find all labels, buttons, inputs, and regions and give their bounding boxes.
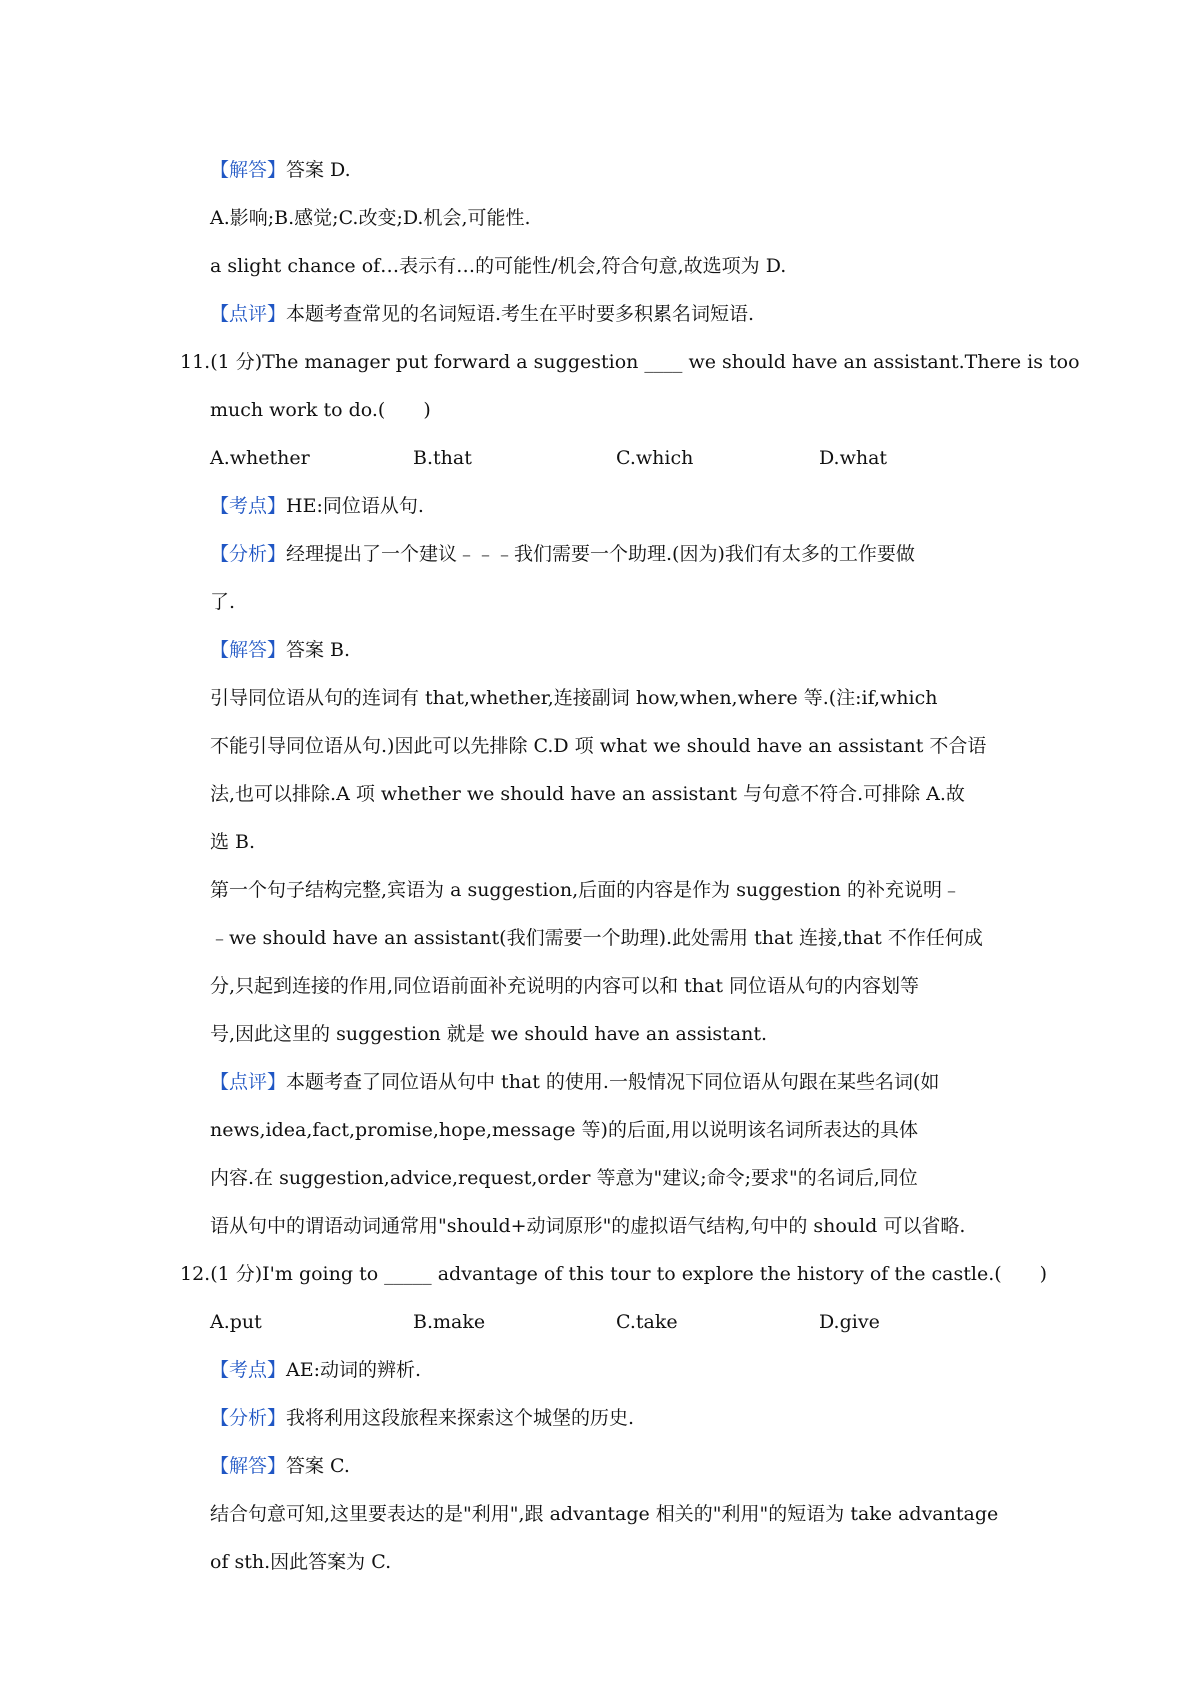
- q11-expl2-line3: 分,只起到连接的作用,同位语前面补充说明的内容可以和 that 同位语从句的内容划等: [210, 975, 919, 997]
- answer-text: 答案 C.: [286, 1455, 350, 1477]
- option-b: B.that: [413, 447, 472, 469]
- q11-expl2-line2: ﹣we should have an assistant(我们需要一个助理).此处需用 that 连接,that 不作任何成: [210, 927, 983, 949]
- q11-stem-line2: much work to do.( ): [210, 399, 431, 421]
- q11-answer: [210, 636, 1022, 664]
- option-c: C.which: [616, 447, 694, 469]
- analysis-tag: 【分析】: [210, 543, 287, 565]
- q11-comment-line2: news,idea,fact,promise,hope,message 等)的后面,用以说明该名词所表达的具体: [210, 1119, 918, 1141]
- point-tag: 【考点】: [210, 1359, 287, 1381]
- q12-analysis: [210, 1404, 1022, 1432]
- point-text: HE:同位语从句.: [286, 495, 424, 517]
- answer-text: 答案 D.: [286, 159, 351, 181]
- analysis-text: 经理提出了一个建议﹣﹣﹣我们需要一个助理.(因为)我们有太多的工作要做: [286, 543, 915, 565]
- q11-expl1-line1: 引导同位语从句的连词有 that,whether,连接副词 how,when,where 等.(注:if,which: [210, 687, 938, 709]
- option-d: D.give: [819, 1311, 880, 1333]
- comment-text: 本题考查了同位语从句中 that 的使用.一般情况下同位语从句跟在某些名词(如: [286, 1071, 940, 1093]
- option-a: A.put: [210, 1311, 262, 1333]
- q10-explanation: a slight chance of…表示有…的可能性/机会,符合句意,故选项为 D.: [210, 255, 787, 277]
- q11-point: [210, 492, 1022, 520]
- q11-expl1-line3: 法,也可以排除.A 项 whether we should have an assistant 与句意不符合.可排除 A.故: [210, 783, 965, 805]
- q11-comment-line4: 语从句中的谓语动词通常用"should+动词原形"的虚拟语气结构,句中的 should 可以省略.: [210, 1215, 966, 1237]
- q11-expl1-line4: 选 B.: [210, 831, 256, 853]
- q12-expl-line2: of sth.因此答案为 C.: [210, 1551, 392, 1573]
- q11-comment: [210, 1068, 1022, 1096]
- answer-text: 答案 B.: [286, 639, 351, 661]
- analysis-tag: 【分析】: [210, 1407, 287, 1429]
- q12-stem: 12.(1 分)I'm going to _____ advantage of this tour to explore the history of the castle.( ): [180, 1263, 1048, 1285]
- option-b: B.make: [413, 1311, 486, 1333]
- q11-expl2-line4: 号,因此这里的 suggestion 就是 we should have an assistant.: [210, 1023, 768, 1045]
- option-c: C.take: [616, 1311, 678, 1333]
- answer-tag: 【解答】: [210, 639, 287, 661]
- q11-expl1-line2: 不能引导同位语从句.)因此可以先排除 C.D 项 what we should have an assistant 不合语: [210, 735, 987, 757]
- q12-expl-line1: 结合句意可知,这里要表达的是"利用",跟 advantage 相关的"利用"的短语为 take advantage: [210, 1503, 999, 1525]
- q10-comment: [210, 300, 1022, 328]
- answer-tag: 【解答】: [210, 159, 287, 181]
- option-a: A.whether: [210, 447, 310, 469]
- q11-comment-line3: 内容.在 suggestion,advice,request,order 等意为"建议;命令;要求"的名词后,同位: [210, 1167, 918, 1189]
- q11-options: [210, 444, 1022, 472]
- q11-analysis: [210, 540, 1022, 568]
- point-tag: 【考点】: [210, 495, 287, 517]
- analysis-text: 我将利用这段旅程来探索这个城堡的历史.: [286, 1407, 635, 1429]
- comment-text: 本题考查常见的名词短语.考生在平时要多积累名词短语.: [286, 303, 755, 325]
- q12-point: [210, 1356, 1022, 1384]
- q11-stem-line1: 11.(1 分)The manager put forward a suggestion ____ we should have an assistant.There is too: [180, 351, 1080, 373]
- q11-analysis-line2: 了.: [210, 591, 236, 613]
- q11-expl2-line1: 第一个句子结构完整,宾语为 a suggestion,后面的内容是作为 suggestion 的补充说明﹣: [210, 879, 961, 901]
- q12-options: [210, 1308, 1022, 1336]
- option-d: D.what: [819, 447, 888, 469]
- comment-tag: 【点评】: [210, 303, 287, 325]
- q10-options-explained: A.影响;B.感觉;C.改变;D.机会,可能性.: [210, 207, 531, 229]
- point-text: AE:动词的辨析.: [286, 1359, 422, 1381]
- q10-answer: [210, 156, 1022, 184]
- comment-tag: 【点评】: [210, 1071, 287, 1093]
- answer-tag: 【解答】: [210, 1455, 287, 1477]
- q12-answer: [210, 1452, 1022, 1480]
